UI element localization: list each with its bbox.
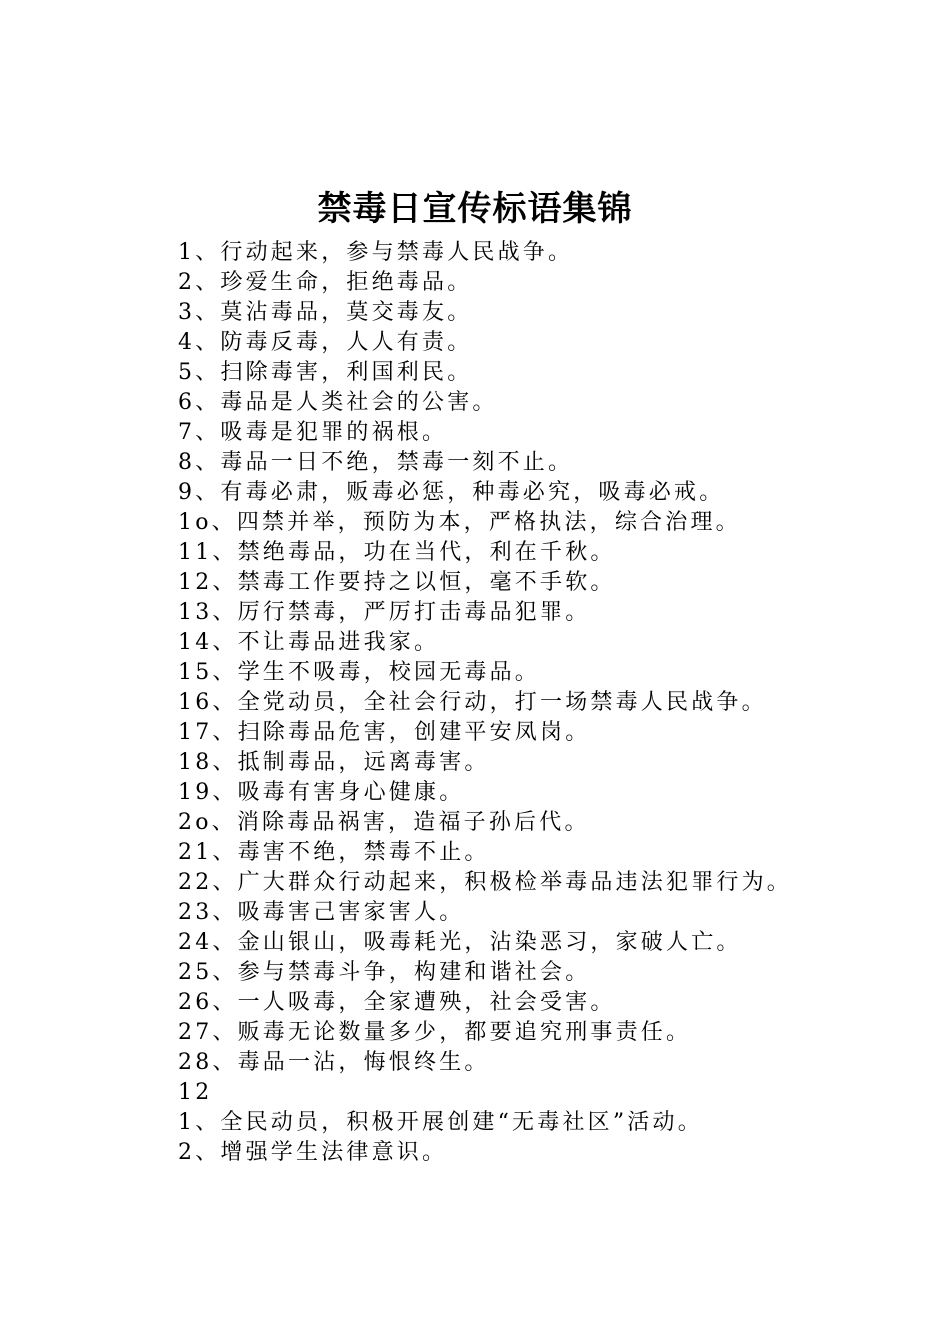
slogan-line: 15、学生不吸毒，校园无毒品。 [178,660,540,685]
slogan-line: 19、吸毒有害身心健康。 [178,780,465,805]
slogan-line: 28、毒品一沾，悔恨终生。 [178,1050,490,1075]
slogan-line: 13、厉行禁毒，严厉打击毒品犯罪。 [178,600,591,625]
slogan-line: 14、不让毒品进我家。 [178,630,440,655]
slogan-line: 9、有毒必肃，贩毒必惩，种毒必究，吸毒必戒。 [178,480,725,505]
slogan-line: 2、增强学生法律意识。 [178,1140,448,1165]
slogan-line: 16、全党动员，全社会行动，打一场禁毒人民战争。 [178,690,767,715]
slogan-line: 5、扫除毒害，利国利民。 [178,360,473,385]
slogan-line: 18、抵制毒品，远离毒害。 [178,750,490,775]
slogan-line: 24、金山银山，吸毒耗光，沾染恶习，家破人亡。 [178,930,742,955]
slogan-line: 2o、消除毒品祸害，造福子孙后代。 [178,810,590,835]
slogan-line: 1、全民动员，积极开展创建“无毒社区”活动。 [178,1110,703,1135]
slogan-line: 2、珍爱生命，拒绝毒品。 [178,270,473,295]
slogan-line: 1o、四禁并举，预防为本，严格执法，综合治理。 [178,510,741,535]
slogan-list [178,238,918,1168]
slogan-line: 3、莫沾毒品，莫交毒友。 [178,300,473,325]
slogan-line: 17、扫除毒品危害，创建平安凤岗。 [178,720,591,745]
slogan-line: 22、广大群众行动起来，积极检举毒品违法犯罪行为。 [178,870,792,895]
slogan-line: 8、毒品一日不绝，禁毒一刻不止。 [178,450,574,475]
slogan-line: 25、参与禁毒斗争，构建和谐社会。 [178,960,591,985]
slogan-line: 23、吸毒害己害家害人。 [178,900,465,925]
section-number: 12 [178,1080,213,1105]
slogan-line: 12、禁毒工作要持之以恒，毫不手软。 [178,570,616,595]
slogan-line: 26、一人吸毒，全家遭殃，社会受害。 [178,990,616,1015]
slogan-line: 21、毒害不绝，禁毒不止。 [178,840,490,865]
document-title: 禁毒日宣传标语集锦 [317,189,633,229]
slogan-line: 7、吸毒是犯罪的祸根。 [178,420,448,445]
slogan-line: 4、防毒反毒，人人有责。 [178,330,473,355]
slogan-line: 27、贩毒无论数量多少，都要追究刑事责任。 [178,1020,692,1045]
slogan-line: 6、毒品是人类社会的公害。 [178,390,498,415]
slogan-line: 11、禁绝毒品，功在当代，利在千秋。 [178,540,616,565]
slogan-line: 1、行动起来，参与禁毒人民战争。 [178,240,574,265]
